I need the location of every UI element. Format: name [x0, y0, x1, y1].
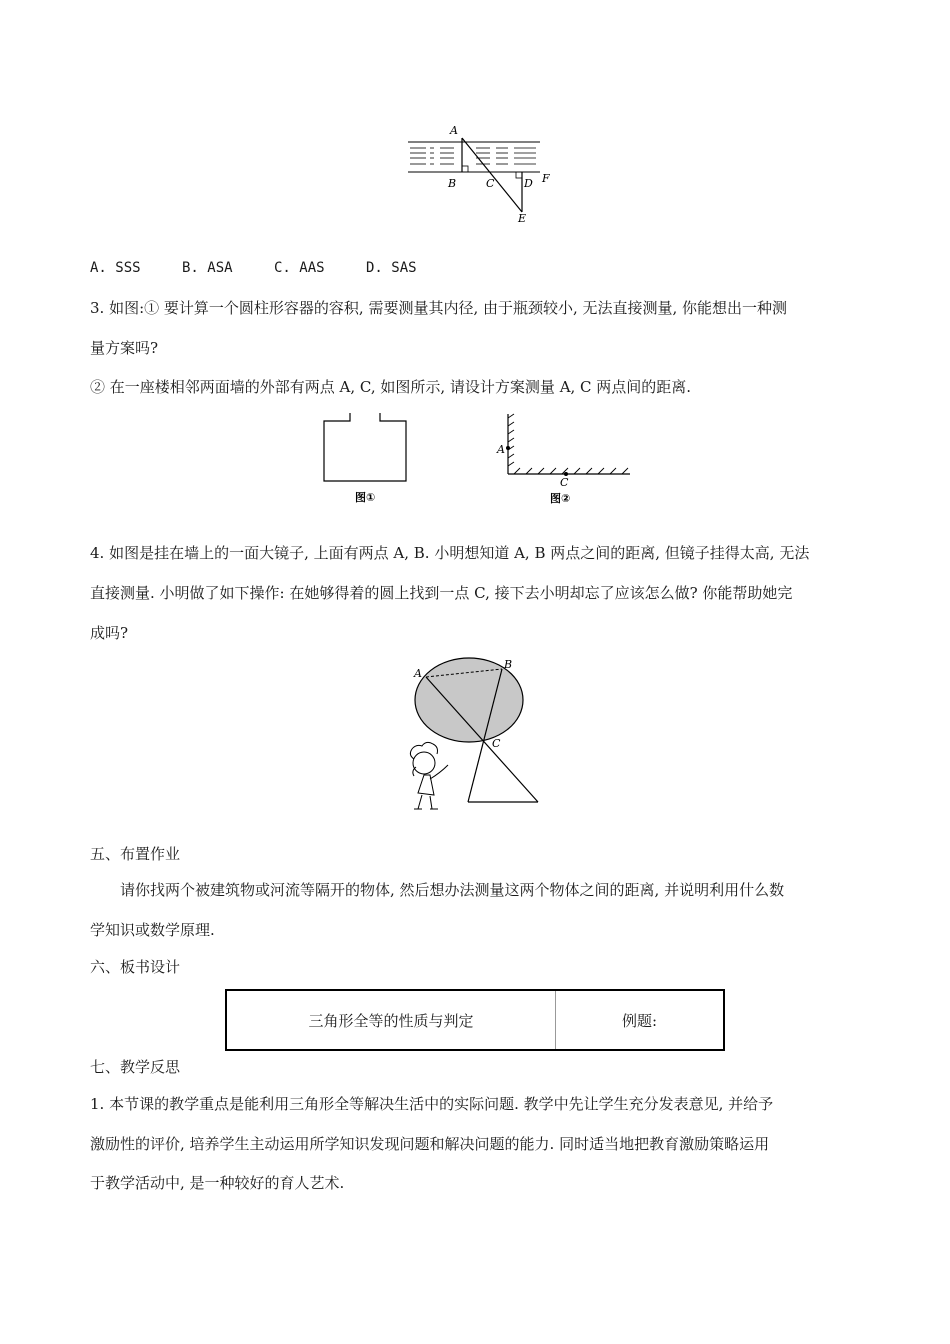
- option-c: C. AAS: [274, 260, 325, 276]
- board-design-table: [225, 989, 725, 1051]
- q3-line-2: 量方案吗?: [90, 339, 159, 357]
- wall-corner-figure: [494, 408, 634, 508]
- fig1-label-D: D: [524, 177, 533, 190]
- section7-line-2: 激励性的评价, 培养学生主动运用所学知识发现问题和解决问题的能力. 同时适当地把教育激励策略运用: [90, 1135, 770, 1153]
- fig1-caption: 图①: [355, 491, 376, 504]
- q4-line-1: 4. 如图是挂在墙上的一面大镜子, 上面有两点 A, B. 小明想知道 A, B 两点之间的距离, 但镜子挂得太高, 无法: [90, 544, 810, 562]
- fig1-label-E: E: [518, 212, 527, 225]
- q4-line-3: 成吗?: [90, 624, 129, 642]
- girl-illustration: [410, 742, 448, 809]
- fig2-label-A: A: [497, 443, 505, 456]
- option-a: A. SSS: [90, 260, 141, 276]
- section5-para-1: 请你找两个被建筑物或河流等隔开的物体, 然后想办法测量这两个物体之间的距离, 并说明利用什么数: [120, 881, 785, 899]
- option-b: B. ASA: [182, 260, 233, 276]
- fig1-label-C: C: [486, 177, 495, 190]
- section5-heading: 五、布置作业: [90, 845, 181, 863]
- q4-line-2: 直接测量. 小明做了如下操作: 在她够得着的圆上找到一点 C, 接下去小明却忘了应该怎么做? 你能帮助她完: [90, 584, 793, 602]
- fig1-label-A: A: [450, 124, 458, 137]
- mirror-label-A: A: [414, 667, 422, 680]
- q3-line-3: ② 在一座楼相邻两面墙的外部有两点 A, C, 如图所示, 请设计方案测量 A, C 两点间的距离.: [90, 378, 692, 396]
- container-figure: [318, 405, 413, 507]
- mirror-label-C: C: [492, 737, 501, 750]
- fig2-label-C: C: [560, 476, 569, 489]
- section6-heading: 六、板书设计: [90, 958, 181, 976]
- mirror-figure: [400, 655, 550, 820]
- section7-heading: 七、教学反思: [90, 1058, 181, 1076]
- fig1-label-F: F: [542, 172, 550, 185]
- option-d: D. SAS: [366, 260, 417, 276]
- board-cell-example: 例题:: [621, 1011, 658, 1030]
- section7-line-1: 1. 本节课的教学重点是能利用三角形全等解决生活中的实际问题. 教学中先让学生充分发表意见, 并给予: [90, 1095, 774, 1113]
- q3-line-1: 3. 如图:① 要计算一个圆柱形容器的容积, 需要测量其内径, 由于瓶颈较小, 无法直接测量, 你能想出一种测: [90, 299, 788, 317]
- river-triangle-figure: [400, 120, 560, 225]
- section7-line-3: 于教学活动中, 是一种较好的育人艺术.: [90, 1174, 345, 1192]
- fig2-caption: 图②: [550, 492, 571, 505]
- section5-para-2: 学知识或数学原理.: [90, 921, 215, 939]
- fig1-label-B: B: [448, 177, 457, 190]
- board-cell-main: 三角形全等的性质与判定: [226, 990, 556, 1050]
- mirror-label-B: B: [504, 658, 513, 671]
